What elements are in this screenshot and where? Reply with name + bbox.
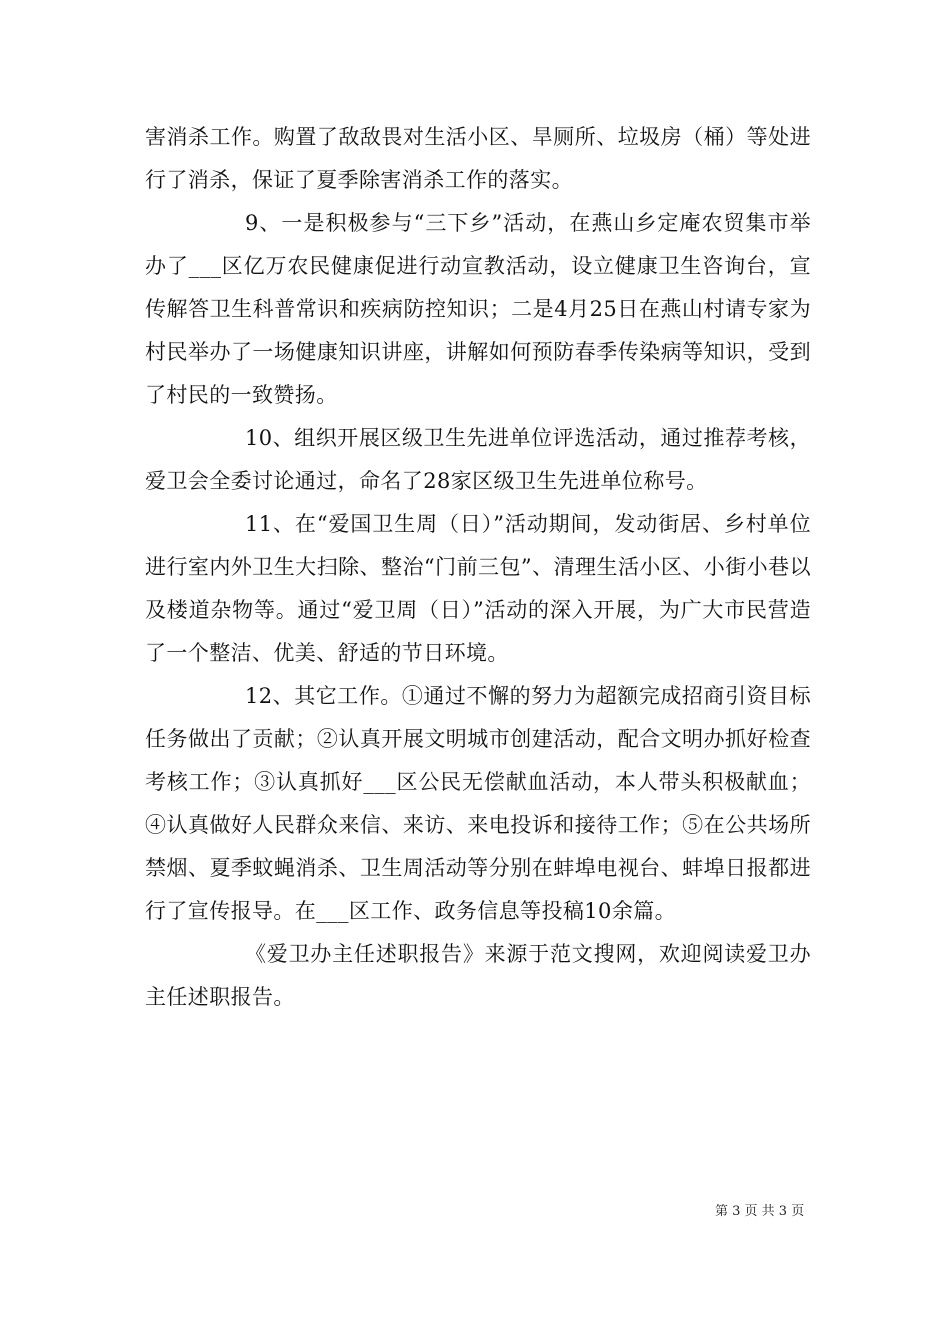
page-number-footer: 第 3 页 共 3 页 <box>715 1204 805 1219</box>
paragraph-continuation: 害消杀工作。购置了敌敌畏对生活小区、旱厕所、垃圾房（桶）等处进行了消杀，保证了夏季除害消杀工作的落实。 <box>145 125 811 192</box>
paragraph-item-10: 10、组织开展区级卫生先进单位评选活动，通过推荐考核，爱卫会全委讨论通过，命名了28家区级卫生先进单位称号。 <box>145 426 811 493</box>
document-body <box>145 116 811 1019</box>
paragraph-item-11: 11、在“爱国卫生周（日）”活动期间，发动街居、乡村单位进行室内外卫生大扫除、整治“门前三包”、清理生活小区、小街小巷以及楼道杂物等。通过“爱卫周（日）”活动的深入开展，为广大市民营造了一个整洁、优美、舒适的节日环境。 <box>145 512 811 665</box>
paragraph-source-note: 《爱卫办主任述职报告》来源于范文搜网，欢迎阅读爱卫办主任述职报告。 <box>145 942 811 1009</box>
paragraph-item-12: 12、其它工作。①通过不懈的努力为超额完成招商引资目标任务做出了贡献；②认真开展文明城市创建活动，配合文明办抓好检查考核工作；③认真抓好___区公民无偿献血活动，本人带头积极献血；④认真做好人民群众来信、来访、来电投诉和接待工作；⑤在公共场所禁烟、夏季蚊蝇消杀、卫生周活动等分别在蚌埠电视台、蚌埠日报都进行了宣传报导。在___区工作、政务信息等投稿10余篇。 <box>145 684 811 923</box>
paragraph-item-9: 9、一是积极参与“三下乡”活动，在燕山乡定庵农贸集市举办了___区亿万农民健康促进行动宣教活动，设立健康卫生咨询台，宣传解答卫生科普常识和疾病防控知识；二是4月25日在燕山村请专家为村民举办了一场健康知识讲座，讲解如何预防春季传染病等知识，受到了村民的一致赞扬。 <box>145 211 811 407</box>
